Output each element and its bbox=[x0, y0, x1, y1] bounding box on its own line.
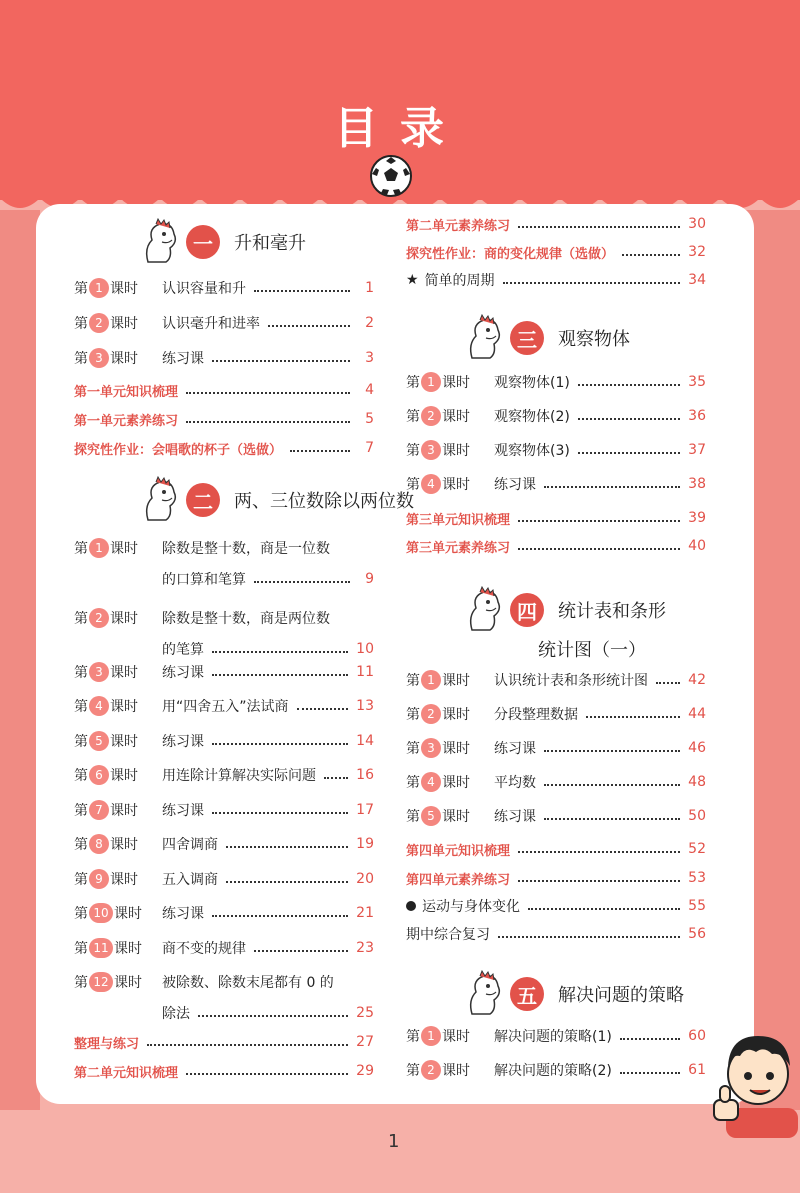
lesson-title: 练习课 bbox=[162, 906, 204, 922]
lesson-number-label bbox=[74, 608, 156, 628]
lesson-number-badge: 3 bbox=[421, 738, 441, 758]
leader-dots bbox=[324, 777, 348, 779]
toc-lesson-continuation bbox=[162, 565, 374, 593]
toc-lesson-row[interactable] bbox=[406, 734, 706, 762]
section-title: 第三单元知识梳理 bbox=[406, 512, 511, 528]
toc-lesson-row[interactable] bbox=[406, 1056, 706, 1084]
page-ref: 20 bbox=[356, 871, 374, 887]
toc-special-row[interactable] bbox=[406, 266, 706, 294]
leader-dots bbox=[578, 418, 680, 420]
leader-dots bbox=[297, 708, 349, 710]
dinosaur-mascot-icon bbox=[138, 218, 182, 266]
lesson-number-badge: 2 bbox=[89, 608, 109, 628]
boy-thumbs-up-illustration bbox=[712, 1022, 798, 1138]
toc-lesson-row[interactable] bbox=[406, 368, 706, 396]
toc-lesson-row[interactable] bbox=[74, 934, 374, 962]
page-ref: 52 bbox=[688, 841, 706, 857]
page-ref: 10 bbox=[356, 641, 374, 657]
lesson-number-badge: 3 bbox=[89, 662, 109, 682]
keshi-label: 课时 bbox=[110, 803, 138, 819]
page-ref: 14 bbox=[356, 733, 374, 749]
unit-header-unit1 bbox=[138, 218, 306, 266]
leader-dots bbox=[290, 450, 350, 452]
page-ref: 1 bbox=[365, 280, 374, 296]
page-ref: 53 bbox=[688, 870, 706, 886]
toc-lesson-row[interactable] bbox=[74, 968, 374, 996]
di-label: 第 bbox=[406, 673, 420, 689]
leader-dots bbox=[578, 384, 680, 386]
page-number: 1 bbox=[388, 1131, 400, 1152]
soccer-ball-icon bbox=[369, 154, 413, 198]
toc-lesson-row[interactable] bbox=[406, 1022, 706, 1050]
lesson-title: 除数是整十数，商是两位数 bbox=[162, 611, 330, 627]
lesson-title: 商不变的规律 bbox=[162, 941, 246, 957]
keshi-label: 课时 bbox=[110, 316, 138, 332]
keshi-label: 课时 bbox=[442, 741, 470, 757]
unit-title-line2: 统计图（一） bbox=[538, 640, 646, 661]
page-ref: 23 bbox=[356, 940, 374, 956]
toc-lesson-row[interactable] bbox=[74, 344, 374, 372]
lesson-number-label bbox=[74, 278, 156, 298]
leader-dots bbox=[620, 1038, 680, 1040]
unit-header-unit5 bbox=[462, 970, 684, 1018]
unit-title: 两、三位数除以两位数 bbox=[234, 491, 414, 512]
lesson-number-label bbox=[406, 474, 488, 494]
leader-dots bbox=[518, 548, 680, 550]
unit-title: 观察物体 bbox=[558, 329, 630, 350]
keshi-label: 课时 bbox=[442, 477, 470, 493]
lesson-number-badge: 9 bbox=[89, 869, 109, 889]
page-ref: 21 bbox=[356, 905, 374, 921]
page-ref: 30 bbox=[688, 216, 706, 232]
lesson-number-label bbox=[74, 348, 156, 368]
toc-section-row[interactable] bbox=[406, 864, 706, 892]
di-label: 第 bbox=[406, 1063, 420, 1079]
leader-dots bbox=[544, 818, 680, 820]
leader-dots bbox=[212, 360, 350, 362]
lesson-title: 练习课 bbox=[162, 734, 204, 750]
lesson-title: 五入调商 bbox=[162, 872, 218, 888]
toc-section-row[interactable] bbox=[406, 532, 706, 560]
lesson-title: 认识容量和升 bbox=[162, 281, 246, 297]
page-ref: 32 bbox=[688, 244, 706, 260]
leader-dots bbox=[620, 1072, 680, 1074]
page-ref: 25 bbox=[356, 1005, 374, 1021]
lesson-title-continued: 的口算和笔算 bbox=[162, 572, 246, 588]
toc-section-row[interactable] bbox=[406, 504, 706, 532]
di-label: 第 bbox=[406, 477, 420, 493]
page-ref: 37 bbox=[688, 442, 706, 458]
page-ref: 46 bbox=[688, 740, 706, 756]
toc-section-row[interactable] bbox=[406, 238, 706, 266]
di-label: 第 bbox=[406, 1029, 420, 1045]
di-label: 第 bbox=[74, 281, 88, 297]
lesson-number-badge: 5 bbox=[421, 806, 441, 826]
leader-dots bbox=[254, 581, 350, 583]
lesson-number-label bbox=[74, 731, 156, 751]
toc-lesson-row[interactable] bbox=[74, 658, 374, 686]
keshi-label: 课时 bbox=[110, 351, 138, 367]
keshi-label: 课时 bbox=[110, 837, 138, 853]
lesson-title: 除数是整十数，商是一位数 bbox=[162, 541, 330, 557]
page-ref: 4 bbox=[365, 382, 374, 398]
unit-number-badge: 五 bbox=[510, 977, 544, 1011]
di-label: 第 bbox=[74, 699, 88, 715]
lesson-title: 用“四舍五入”法试商 bbox=[162, 699, 289, 715]
toc-lesson-row[interactable] bbox=[406, 402, 706, 430]
lesson-title: 认识毫升和进率 bbox=[162, 316, 260, 332]
leader-dots bbox=[212, 674, 348, 676]
lesson-number-badge: 11 bbox=[89, 938, 113, 958]
page-ref: 38 bbox=[688, 476, 706, 492]
lesson-title: 观察物体(1) bbox=[494, 375, 570, 391]
leader-dots bbox=[503, 282, 681, 284]
lesson-number-label bbox=[74, 800, 156, 820]
lesson-number-badge: 1 bbox=[89, 278, 109, 298]
di-label: 第 bbox=[74, 316, 88, 332]
lesson-number-label bbox=[74, 696, 156, 716]
lesson-number-badge: 4 bbox=[421, 772, 441, 792]
keshi-label: 课时 bbox=[110, 734, 138, 750]
toc-section-row[interactable] bbox=[74, 434, 374, 462]
lesson-title-continued: 的笔算 bbox=[162, 642, 204, 658]
di-label: 第 bbox=[406, 375, 420, 391]
page-ref: 48 bbox=[688, 774, 706, 790]
page-ref: 50 bbox=[688, 808, 706, 824]
lesson-number-badge: 1 bbox=[421, 372, 441, 392]
toc-lesson-continuation bbox=[162, 999, 374, 1027]
lesson-number-badge: 2 bbox=[421, 406, 441, 426]
unit-title: 升和毫升 bbox=[234, 233, 306, 254]
leader-dots bbox=[147, 1044, 348, 1046]
page-ref: 9 bbox=[365, 571, 374, 587]
toc-section-row[interactable] bbox=[406, 835, 706, 863]
toc-lesson-row[interactable] bbox=[406, 436, 706, 464]
lesson-title: 解决问题的策略(1) bbox=[494, 1029, 612, 1045]
lesson-number-label bbox=[406, 440, 488, 460]
page-ref: 60 bbox=[688, 1028, 706, 1044]
di-label: 第 bbox=[74, 611, 88, 627]
toc-section-row[interactable] bbox=[406, 210, 706, 238]
keshi-label: 课时 bbox=[114, 941, 142, 957]
bullet-icon bbox=[406, 901, 416, 911]
page-ref: 29 bbox=[356, 1063, 374, 1079]
section-title: 第三单元素养练习 bbox=[406, 540, 511, 556]
lesson-title: 认识统计表和条形统计图 bbox=[494, 673, 648, 689]
keshi-label: 课时 bbox=[110, 281, 138, 297]
page-title: 目录 bbox=[334, 103, 466, 154]
page-ref: 61 bbox=[688, 1062, 706, 1078]
page-ref: 3 bbox=[365, 350, 374, 366]
toc-lesson-row[interactable] bbox=[74, 727, 374, 755]
lesson-title: 观察物体(2) bbox=[494, 409, 570, 425]
toc-lesson-row[interactable] bbox=[406, 768, 706, 796]
leader-dots bbox=[578, 452, 680, 454]
lesson-title: 练习课 bbox=[494, 477, 536, 493]
lesson-number-label bbox=[406, 670, 488, 690]
toc-lesson-row[interactable] bbox=[74, 534, 374, 562]
leader-dots bbox=[498, 936, 680, 938]
toc-lesson-row[interactable] bbox=[74, 692, 374, 720]
di-label: 第 bbox=[406, 809, 420, 825]
keshi-label: 课时 bbox=[114, 906, 142, 922]
unit-header-unit4 bbox=[462, 586, 666, 634]
leader-dots bbox=[186, 421, 350, 423]
toc-lesson-row[interactable] bbox=[74, 274, 374, 302]
lesson-number-badge: 8 bbox=[89, 834, 109, 854]
leader-dots bbox=[586, 716, 680, 718]
keshi-label: 课时 bbox=[442, 775, 470, 791]
di-label: 第 bbox=[74, 768, 88, 784]
keshi-label: 课时 bbox=[442, 1063, 470, 1079]
section-title: 第一单元素养练习 bbox=[74, 413, 179, 429]
page-ref: 11 bbox=[356, 664, 374, 680]
unit-title: 解决问题的策略 bbox=[558, 985, 684, 1006]
unit-header-unit2 bbox=[138, 476, 414, 524]
leader-dots bbox=[212, 651, 348, 653]
left-side-band bbox=[0, 210, 40, 1110]
page-ref: 55 bbox=[688, 898, 706, 914]
keshi-label: 课时 bbox=[110, 665, 138, 681]
item-title: 简单的周期 bbox=[424, 273, 495, 289]
keshi-label: 课时 bbox=[442, 443, 470, 459]
page-ref: 13 bbox=[356, 698, 374, 714]
toc-section-row[interactable] bbox=[74, 376, 374, 404]
section-title: 第四单元素养练习 bbox=[406, 872, 511, 888]
di-label: 第 bbox=[406, 775, 420, 791]
section-title: 第一单元知识梳理 bbox=[74, 384, 179, 400]
toc-section-row[interactable] bbox=[74, 405, 374, 433]
page-ref: 19 bbox=[356, 836, 374, 852]
keshi-label: 课时 bbox=[110, 768, 138, 784]
di-label: 第 bbox=[74, 975, 88, 991]
toc-lesson-row[interactable] bbox=[406, 802, 706, 830]
lesson-number-badge: 2 bbox=[421, 704, 441, 724]
page-ref: 42 bbox=[688, 672, 706, 688]
leader-dots bbox=[518, 520, 680, 522]
leader-dots bbox=[268, 325, 350, 327]
di-label: 第 bbox=[74, 872, 88, 888]
lesson-number-badge: 4 bbox=[421, 474, 441, 494]
unit-number-badge: 四 bbox=[510, 593, 544, 627]
toc-lesson-row[interactable] bbox=[74, 309, 374, 337]
lesson-title: 练习课 bbox=[494, 809, 536, 825]
lesson-number-badge: 1 bbox=[421, 1026, 441, 1046]
toc-lesson-row[interactable] bbox=[406, 666, 706, 694]
section-title: 第四单元知识梳理 bbox=[406, 843, 511, 859]
lesson-title-continued: 除法 bbox=[162, 1006, 190, 1022]
section-title: 第二单元素养练习 bbox=[406, 218, 511, 234]
keshi-label: 课时 bbox=[442, 707, 470, 723]
leader-dots bbox=[544, 784, 680, 786]
leader-dots bbox=[518, 880, 680, 882]
di-label: 第 bbox=[74, 803, 88, 819]
lesson-title: 分段整理数据 bbox=[494, 707, 578, 723]
page-ref: 7 bbox=[365, 440, 374, 456]
lesson-title: 练习课 bbox=[162, 351, 204, 367]
unit-number-badge: 二 bbox=[186, 483, 220, 517]
lesson-title: 平均数 bbox=[494, 775, 536, 791]
leader-dots bbox=[518, 851, 680, 853]
page-ref: 56 bbox=[688, 926, 706, 942]
lesson-number-label bbox=[74, 538, 156, 558]
page-ref: 5 bbox=[365, 411, 374, 427]
keshi-label: 课时 bbox=[442, 1029, 470, 1045]
lesson-number-label bbox=[74, 972, 156, 992]
lesson-title: 练习课 bbox=[162, 803, 204, 819]
lesson-number-badge: 4 bbox=[89, 696, 109, 716]
lesson-title: 练习课 bbox=[162, 665, 204, 681]
lesson-number-badge: 1 bbox=[89, 538, 109, 558]
page-ref: 35 bbox=[688, 374, 706, 390]
toc-section-row[interactable] bbox=[74, 1057, 374, 1085]
keshi-label: 课时 bbox=[110, 872, 138, 888]
lesson-number-badge: 3 bbox=[89, 348, 109, 368]
dinosaur-mascot-icon bbox=[462, 586, 506, 634]
leader-dots bbox=[622, 254, 680, 256]
keshi-label: 课时 bbox=[110, 611, 138, 627]
lesson-number-label bbox=[74, 938, 156, 958]
lesson-number-badge: 2 bbox=[89, 313, 109, 333]
dinosaur-mascot-icon bbox=[462, 314, 506, 362]
lesson-number-badge: 12 bbox=[89, 972, 113, 992]
lesson-title: 被除数、除数末尾都有 0 的 bbox=[162, 975, 334, 991]
dinosaur-mascot-icon bbox=[138, 476, 182, 524]
lesson-title: 用连除计算解决实际问题 bbox=[162, 768, 316, 784]
unit-number-badge: 三 bbox=[510, 321, 544, 355]
section-title: 探究性作业：会唱歌的杯子（选做） bbox=[74, 442, 283, 458]
di-label: 第 bbox=[74, 941, 88, 957]
leader-dots bbox=[212, 915, 348, 917]
page-ref: 16 bbox=[356, 767, 374, 783]
lesson-title: 观察物体(3) bbox=[494, 443, 570, 459]
section-title: 探究性作业：商的变化规律（选做） bbox=[406, 246, 615, 262]
lesson-number-badge: 10 bbox=[89, 903, 113, 923]
keshi-label: 课时 bbox=[110, 699, 138, 715]
lesson-number-label bbox=[406, 806, 488, 826]
di-label: 第 bbox=[406, 443, 420, 459]
lesson-number-badge: 3 bbox=[421, 440, 441, 460]
lesson-number-label bbox=[74, 903, 156, 923]
page-ref: 40 bbox=[688, 538, 706, 554]
toc-lesson-row[interactable] bbox=[74, 830, 374, 858]
leader-dots bbox=[198, 1015, 348, 1017]
unit-title: 统计表和条形 bbox=[558, 601, 666, 622]
toc-section-row[interactable] bbox=[74, 1028, 374, 1056]
item-title: 运动与身体变化 bbox=[422, 899, 520, 915]
lesson-number-label bbox=[406, 1060, 488, 1080]
unit-number-badge: 一 bbox=[186, 225, 220, 259]
lesson-number-label bbox=[406, 406, 488, 426]
dinosaur-mascot-icon bbox=[462, 970, 506, 1018]
di-label: 第 bbox=[74, 351, 88, 367]
leader-dots bbox=[186, 1073, 348, 1075]
leader-dots bbox=[226, 881, 348, 883]
di-label: 第 bbox=[406, 741, 420, 757]
page-ref: 34 bbox=[688, 272, 706, 288]
keshi-label: 课时 bbox=[114, 975, 142, 991]
toc-special-row[interactable] bbox=[406, 920, 706, 948]
section-title: 整理与练习 bbox=[74, 1036, 140, 1052]
leader-dots bbox=[186, 392, 350, 394]
star-icon: ★ bbox=[406, 272, 419, 288]
di-label: 第 bbox=[74, 541, 88, 557]
page-ref: 27 bbox=[356, 1034, 374, 1050]
keshi-label: 课时 bbox=[442, 409, 470, 425]
page-ref: 2 bbox=[365, 315, 374, 331]
toc-lesson-row[interactable] bbox=[406, 470, 706, 498]
leader-dots bbox=[544, 486, 680, 488]
di-label: 第 bbox=[74, 665, 88, 681]
toc-special-row[interactable] bbox=[406, 892, 706, 920]
lesson-title: 四舍调商 bbox=[162, 837, 218, 853]
lesson-number-badge: 5 bbox=[89, 731, 109, 751]
lesson-number-label bbox=[74, 869, 156, 889]
toc-lesson-row[interactable] bbox=[74, 761, 374, 789]
lesson-number-badge: 2 bbox=[421, 1060, 441, 1080]
leader-dots bbox=[544, 750, 680, 752]
leader-dots bbox=[212, 743, 348, 745]
lesson-number-label bbox=[74, 313, 156, 333]
di-label: 第 bbox=[406, 707, 420, 723]
keshi-label: 课时 bbox=[442, 809, 470, 825]
page-ref: 44 bbox=[688, 706, 706, 722]
page-ref: 39 bbox=[688, 510, 706, 526]
leader-dots bbox=[212, 812, 348, 814]
toc-lesson-row[interactable] bbox=[74, 604, 374, 632]
lesson-number-label bbox=[406, 1026, 488, 1046]
lesson-title: 解决问题的策略(2) bbox=[494, 1063, 612, 1079]
di-label: 第 bbox=[406, 409, 420, 425]
lesson-number-badge: 7 bbox=[89, 800, 109, 820]
lesson-number-badge: 1 bbox=[421, 670, 441, 690]
keshi-label: 课时 bbox=[442, 375, 470, 391]
keshi-label: 课时 bbox=[110, 541, 138, 557]
lesson-title: 练习课 bbox=[494, 741, 536, 757]
di-label: 第 bbox=[74, 734, 88, 750]
lesson-number-label bbox=[406, 772, 488, 792]
page-ref: 36 bbox=[688, 408, 706, 424]
section-title: 第二单元知识梳理 bbox=[74, 1065, 179, 1081]
lesson-number-label bbox=[74, 662, 156, 682]
lesson-number-label bbox=[74, 765, 156, 785]
lesson-number-label bbox=[406, 704, 488, 724]
di-label: 第 bbox=[74, 837, 88, 853]
leader-dots bbox=[528, 908, 680, 910]
leader-dots bbox=[226, 846, 348, 848]
lesson-number-label bbox=[406, 372, 488, 392]
toc-lesson-row[interactable] bbox=[406, 700, 706, 728]
unit-header-unit3 bbox=[462, 314, 630, 362]
di-label: 第 bbox=[74, 906, 88, 922]
leader-dots bbox=[254, 950, 348, 952]
leader-dots bbox=[656, 682, 680, 684]
toc-card bbox=[36, 204, 754, 1104]
keshi-label: 课时 bbox=[442, 673, 470, 689]
page-ref: 17 bbox=[356, 802, 374, 818]
toc-lesson-row[interactable] bbox=[74, 899, 374, 927]
leader-dots bbox=[518, 226, 680, 228]
item-title: 期中综合复习 bbox=[406, 927, 490, 943]
lesson-number-label bbox=[406, 738, 488, 758]
lesson-number-badge: 6 bbox=[89, 765, 109, 785]
toc-lesson-row[interactable] bbox=[74, 796, 374, 824]
lesson-number-label bbox=[74, 834, 156, 854]
toc-lesson-row[interactable] bbox=[74, 865, 374, 893]
leader-dots bbox=[254, 290, 350, 292]
